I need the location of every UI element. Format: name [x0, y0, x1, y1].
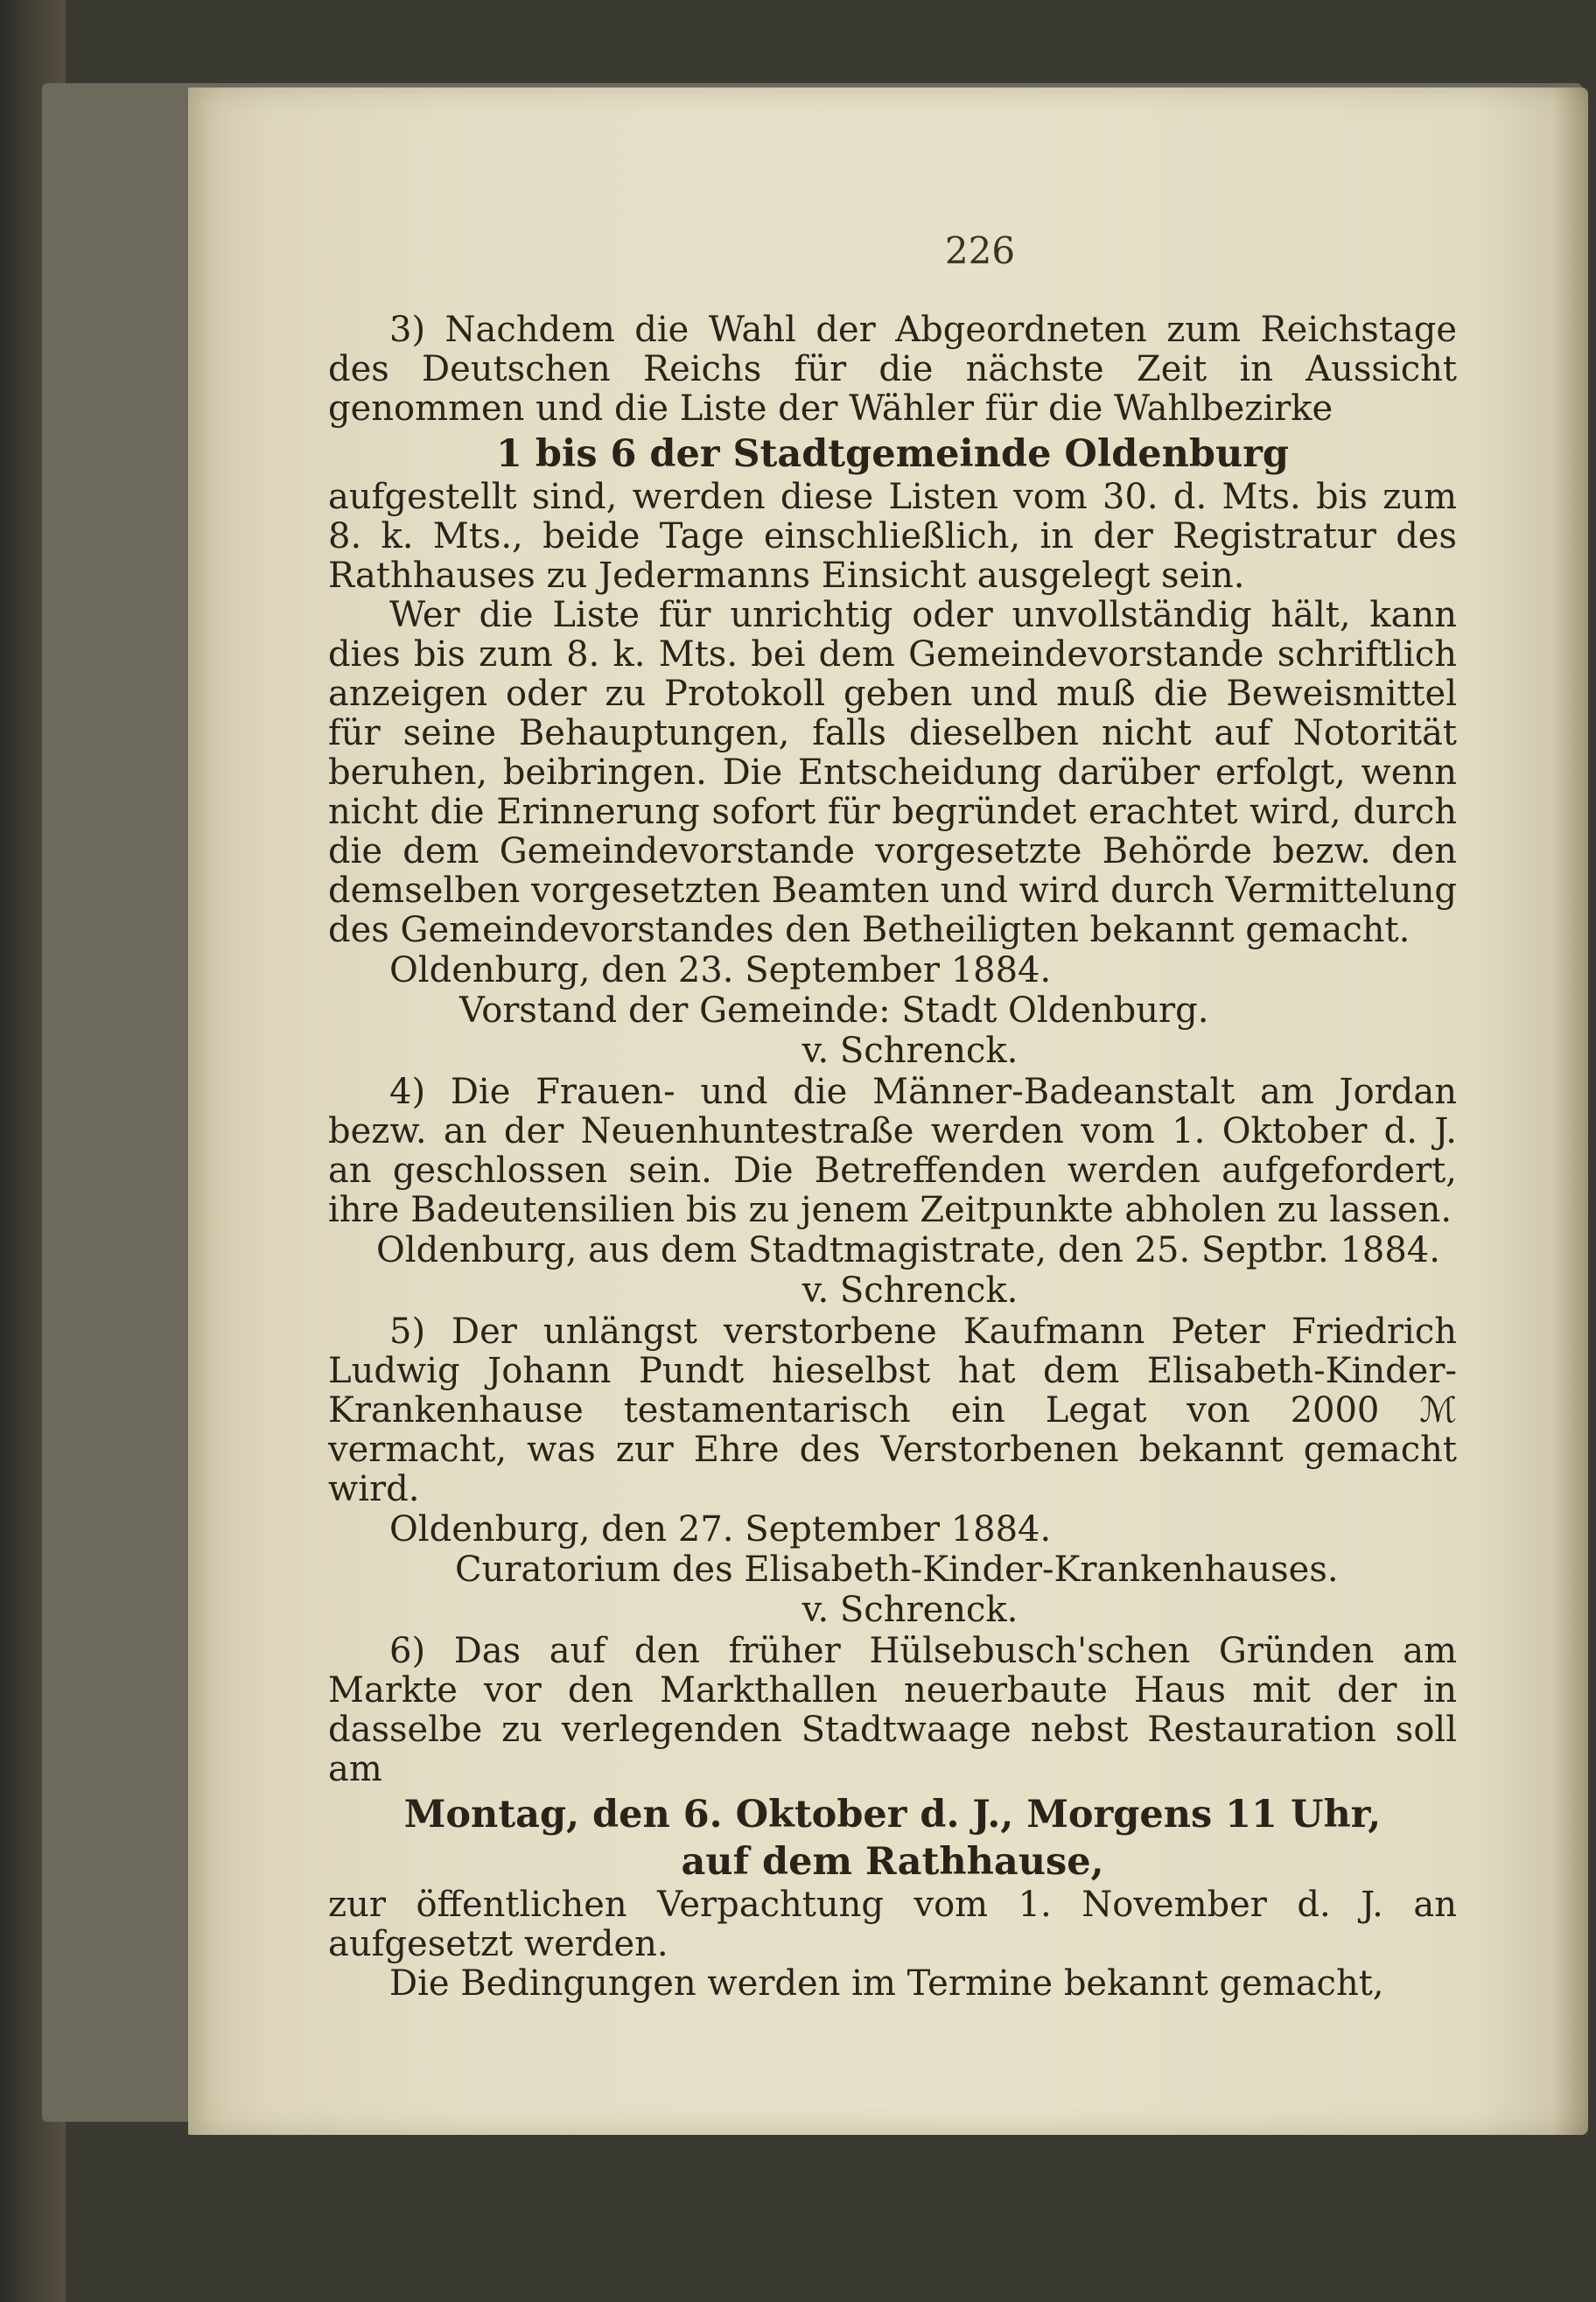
notice-4	[328, 1073, 1457, 1311]
notice-6	[328, 1632, 1457, 2004]
notice-6-conditions: Die Bedingungen werden im Termine bekannt gemacht,	[389, 1963, 1384, 2004]
notice-3-signature: v. Schrenck.	[802, 1031, 1018, 1071]
notice-3-intro: 3) Nachdem die Wahl der Abgeordneten zum Reichstage des Deutschen Reichs für die nächste Zeit in Aussicht genommen und die Liste der Wähler für die Wahlbezirke	[328, 310, 1457, 429]
page-number: 226	[944, 229, 1016, 272]
page-text	[328, 311, 1457, 2005]
notice-3-heading: 1 bis 6 der Stadtgemeinde Oldenburg	[496, 432, 1289, 476]
notice-6-date-heading: Montag, den 6. Oktober d. J., Morgens 11 Uhr,	[403, 1793, 1382, 1837]
notice-3-body: aufgestellt sind, werden diese Listen vom 30. d. Mts. bis zum 8. k. Mts., beide Tage einschließlich, in der Registratur des Rathhauses zu Jedermanns Einsicht ausgelegt sein.	[328, 477, 1457, 596]
notice-5-place-date: Oldenburg, den 27. September 1884.	[389, 1509, 1052, 1550]
notice-3-objections: Wer die Liste für unrichtig oder unvollständig hält, kann dies bis zum 8. k. Mts. bei dem Gemeindevorstande schriftlich anzeigen oder zu Protokoll geben und muß die Beweismittel für seine Behauptungen, falls dieselben nicht auf Notorität beruhen, beibringen. Die Entscheidung darüber erfolgt, wenn nicht die Erinnerung sofort für begründet erachtet wird, durch die dem Gemeindevorstande vorgesetzte Behörde bezw. den demselben vorgesetzten Beamten und wird durch Vermittelung des Gemeindevorstandes den Betheiligten bekannt gemacht.	[328, 595, 1457, 950]
notice-3-place-date: Oldenburg, den 23. September 1884.	[389, 950, 1052, 990]
notice-5-authority: Curatorium des Elisabeth-Kinder-Krankenhauses.	[455, 1550, 1339, 1590]
page-gutter-shadow	[1553, 87, 1588, 2135]
notice-4-body: 4) Die Frauen- und die Männer-Badeanstalt am Jordan bezw. an der Neuenhuntestraße werden vom 1. Oktober d. J. an geschlossen sein. Die Betreffenden werden aufgefordert, ihre Badeutensilien bis zu jenem Zeitpunkte abholen zu lassen.	[328, 1072, 1457, 1230]
notice-5-signature: v. Schrenck.	[802, 1590, 1018, 1630]
notice-4-place-date: Oldenburg, aus dem Stadtmagistrate, den 25. Septbr. 1884.	[376, 1230, 1440, 1270]
notice-5	[328, 1312, 1457, 1630]
notice-4-signature: v. Schrenck.	[802, 1270, 1018, 1311]
notice-3-authority: Vorstand der Gemeinde: Stadt Oldenburg.	[459, 990, 1209, 1031]
notice-6-intro: 6) Das auf den früher Hülsebusch'schen Gründen am Markte vor den Markthallen neuerbaute Haus mit der in dasselbe zu verlegenden Stadtwaage nebst Restauration soll am	[328, 1631, 1457, 1789]
notice-3	[328, 311, 1457, 1071]
notice-6-body: zur öffentlichen Verpachtung vom 1. November d. J. an aufgesetzt werden.	[328, 1885, 1457, 1964]
notice-6-location-heading: auf dem Rathhause,	[681, 1840, 1104, 1884]
notice-5-body: 5) Der unlängst verstorbene Kaufmann Peter Friedrich Ludwig Johann Pundt hieselbst hat dem Elisabeth-Kinder-Krankenhause testamentarisch ein Legat von 2000 ℳ vermacht, was zur Ehre des Verstorbenen bekannt gemacht wird.	[328, 1312, 1457, 1509]
